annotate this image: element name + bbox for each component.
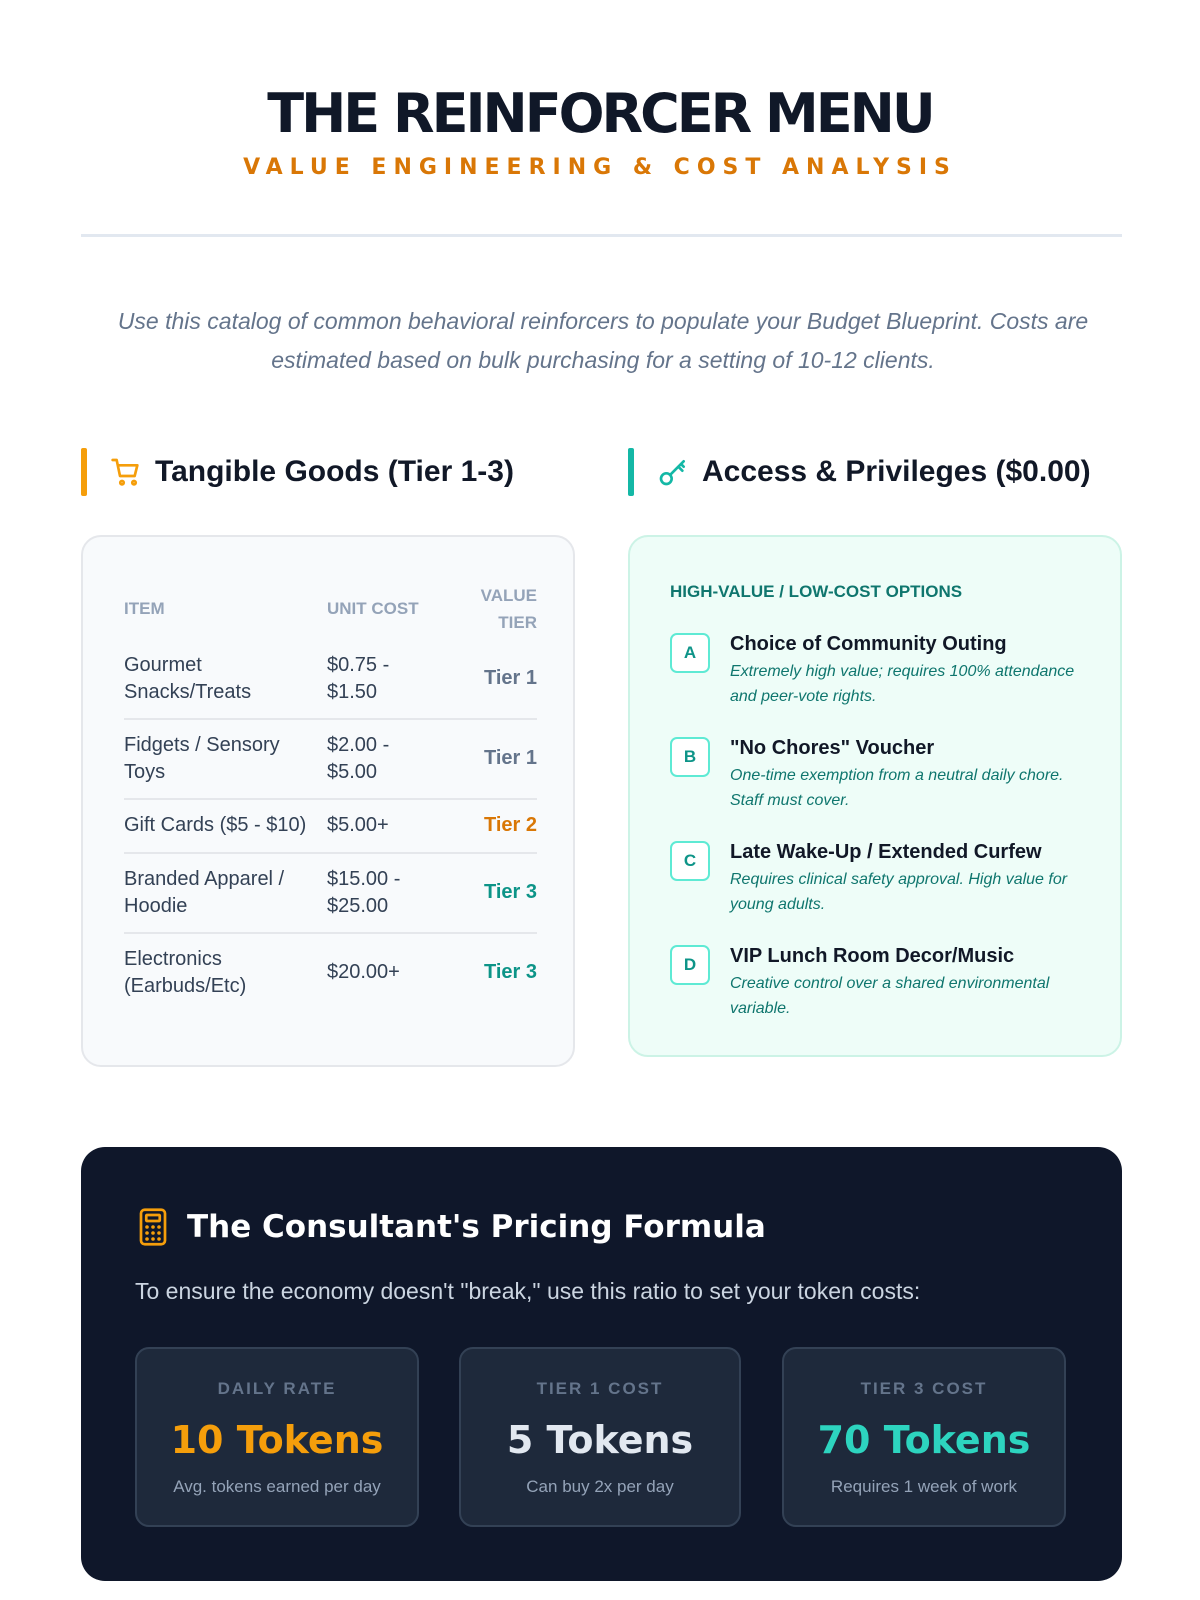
tangible-section-title: Tangible Goods (Tier 1-3) — [155, 455, 514, 488]
page-title: THE REINFORCER MENU — [267, 82, 933, 145]
option-badge: A — [670, 633, 710, 673]
options-heading: HIGH-VALUE / LOW-COST OPTIONS — [670, 582, 963, 601]
table-header — [124, 580, 537, 640]
row-cost: $5.00+ — [327, 814, 389, 836]
stat-card-daily-rate — [135, 1347, 419, 1527]
option-title: Late Wake-Up / Extended Curfew — [730, 841, 1042, 863]
table-row — [124, 720, 537, 800]
header-divider — [81, 234, 1122, 237]
option-title: VIP Lunch Room Decor/Music — [730, 945, 1015, 967]
stat-caption: Avg. tokens earned per day — [173, 1477, 381, 1496]
formula-heading — [135, 1205, 766, 1249]
stat-value: 10 Tokens — [170, 1418, 384, 1462]
column-header-tier — [481, 582, 537, 636]
row-item: Gourmet Snacks/Treats — [124, 654, 252, 703]
table-row — [124, 854, 537, 934]
table-row — [124, 640, 537, 720]
option-title: Choice of Community Outing — [730, 633, 1007, 655]
table-row — [124, 800, 537, 854]
row-cost: $20.00+ — [327, 961, 400, 983]
row-item: Gift Cards ($5 - $10) — [124, 814, 307, 836]
stat-label: TIER 3 COST — [860, 1379, 988, 1398]
option-badge: D — [670, 945, 710, 985]
row-tier: Tier 1 — [484, 667, 537, 689]
key-icon — [656, 455, 690, 489]
table-row — [124, 934, 537, 1014]
tangible-section-heading — [81, 448, 514, 496]
stat-value: 5 Tokens — [506, 1418, 694, 1462]
row-tier: Tier 1 — [484, 747, 537, 769]
column-header-tier-line2: TIER — [498, 613, 537, 632]
row-item: Fidgets / Sensory Toys — [124, 734, 280, 783]
table-body — [124, 640, 537, 1014]
row-cost: $0.75 - $1.50 — [327, 654, 390, 703]
row-tier: Tier 3 — [484, 881, 537, 903]
option-title: "No Chores" Voucher — [730, 737, 935, 759]
access-privileges-card — [628, 535, 1122, 1057]
access-section-title: Access & Privileges ($0.00) — [702, 455, 1091, 488]
row-item: Branded Apparel / Hoodie — [124, 868, 285, 917]
row-tier: Tier 3 — [484, 961, 537, 983]
option-description: Extremely high value; requires 100% attendance and peer-vote rights. — [730, 663, 1075, 705]
option-description: Creative control over a shared environmental variable. — [730, 975, 1050, 1017]
calculator-icon — [135, 1207, 171, 1247]
column-header-tier-line1: VALUE — [480, 586, 537, 605]
stat-label: DAILY RATE — [217, 1379, 337, 1398]
row-cost: $15.00 - $25.00 — [327, 868, 401, 917]
row-item: Electronics (Earbuds/Etc) — [124, 948, 247, 997]
pricing-formula-panel — [81, 1147, 1122, 1581]
option-badge: B — [670, 737, 710, 777]
tangible-accent-bar — [81, 448, 87, 496]
access-accent-bar — [628, 448, 634, 496]
column-header-cost: UNIT COST — [327, 599, 419, 618]
column-header-item: ITEM — [124, 599, 165, 618]
row-cost: $2.00 - $5.00 — [327, 734, 390, 783]
stat-value: 70 Tokens — [817, 1418, 1031, 1462]
stat-caption: Requires 1 week of work — [830, 1477, 1018, 1496]
page-subtitle: VALUE ENGINEERING & COST ANALYSIS — [243, 155, 957, 180]
stat-caption: Can buy 2x per day — [526, 1477, 674, 1496]
intro-text: Use this catalog of common behavioral reinforcers to populate your Budget Blueprint. Costs are estimated based on bulk purchasing for a setting of 10-12 clients. — [117, 308, 1089, 373]
cart-icon — [109, 455, 143, 489]
option-description: One-time exemption from a neutral daily chore. Staff must cover. — [730, 767, 1064, 809]
row-tier: Tier 2 — [484, 814, 537, 836]
option-badge: C — [670, 841, 710, 881]
formula-description: To ensure the economy doesn't "break," use this ratio to set your token costs: — [135, 1278, 921, 1304]
stat-label: TIER 1 COST — [536, 1379, 664, 1398]
page-header — [0, 82, 1200, 182]
option-description: Requires clinical safety approval. High value for young adults. — [730, 871, 1068, 913]
tangible-goods-card — [81, 535, 575, 1067]
formula-title: The Consultant's Pricing Formula — [187, 1209, 766, 1245]
stat-card-tier3-cost — [782, 1347, 1066, 1527]
stat-card-tier1-cost — [459, 1347, 741, 1527]
access-section-heading — [628, 448, 1091, 496]
